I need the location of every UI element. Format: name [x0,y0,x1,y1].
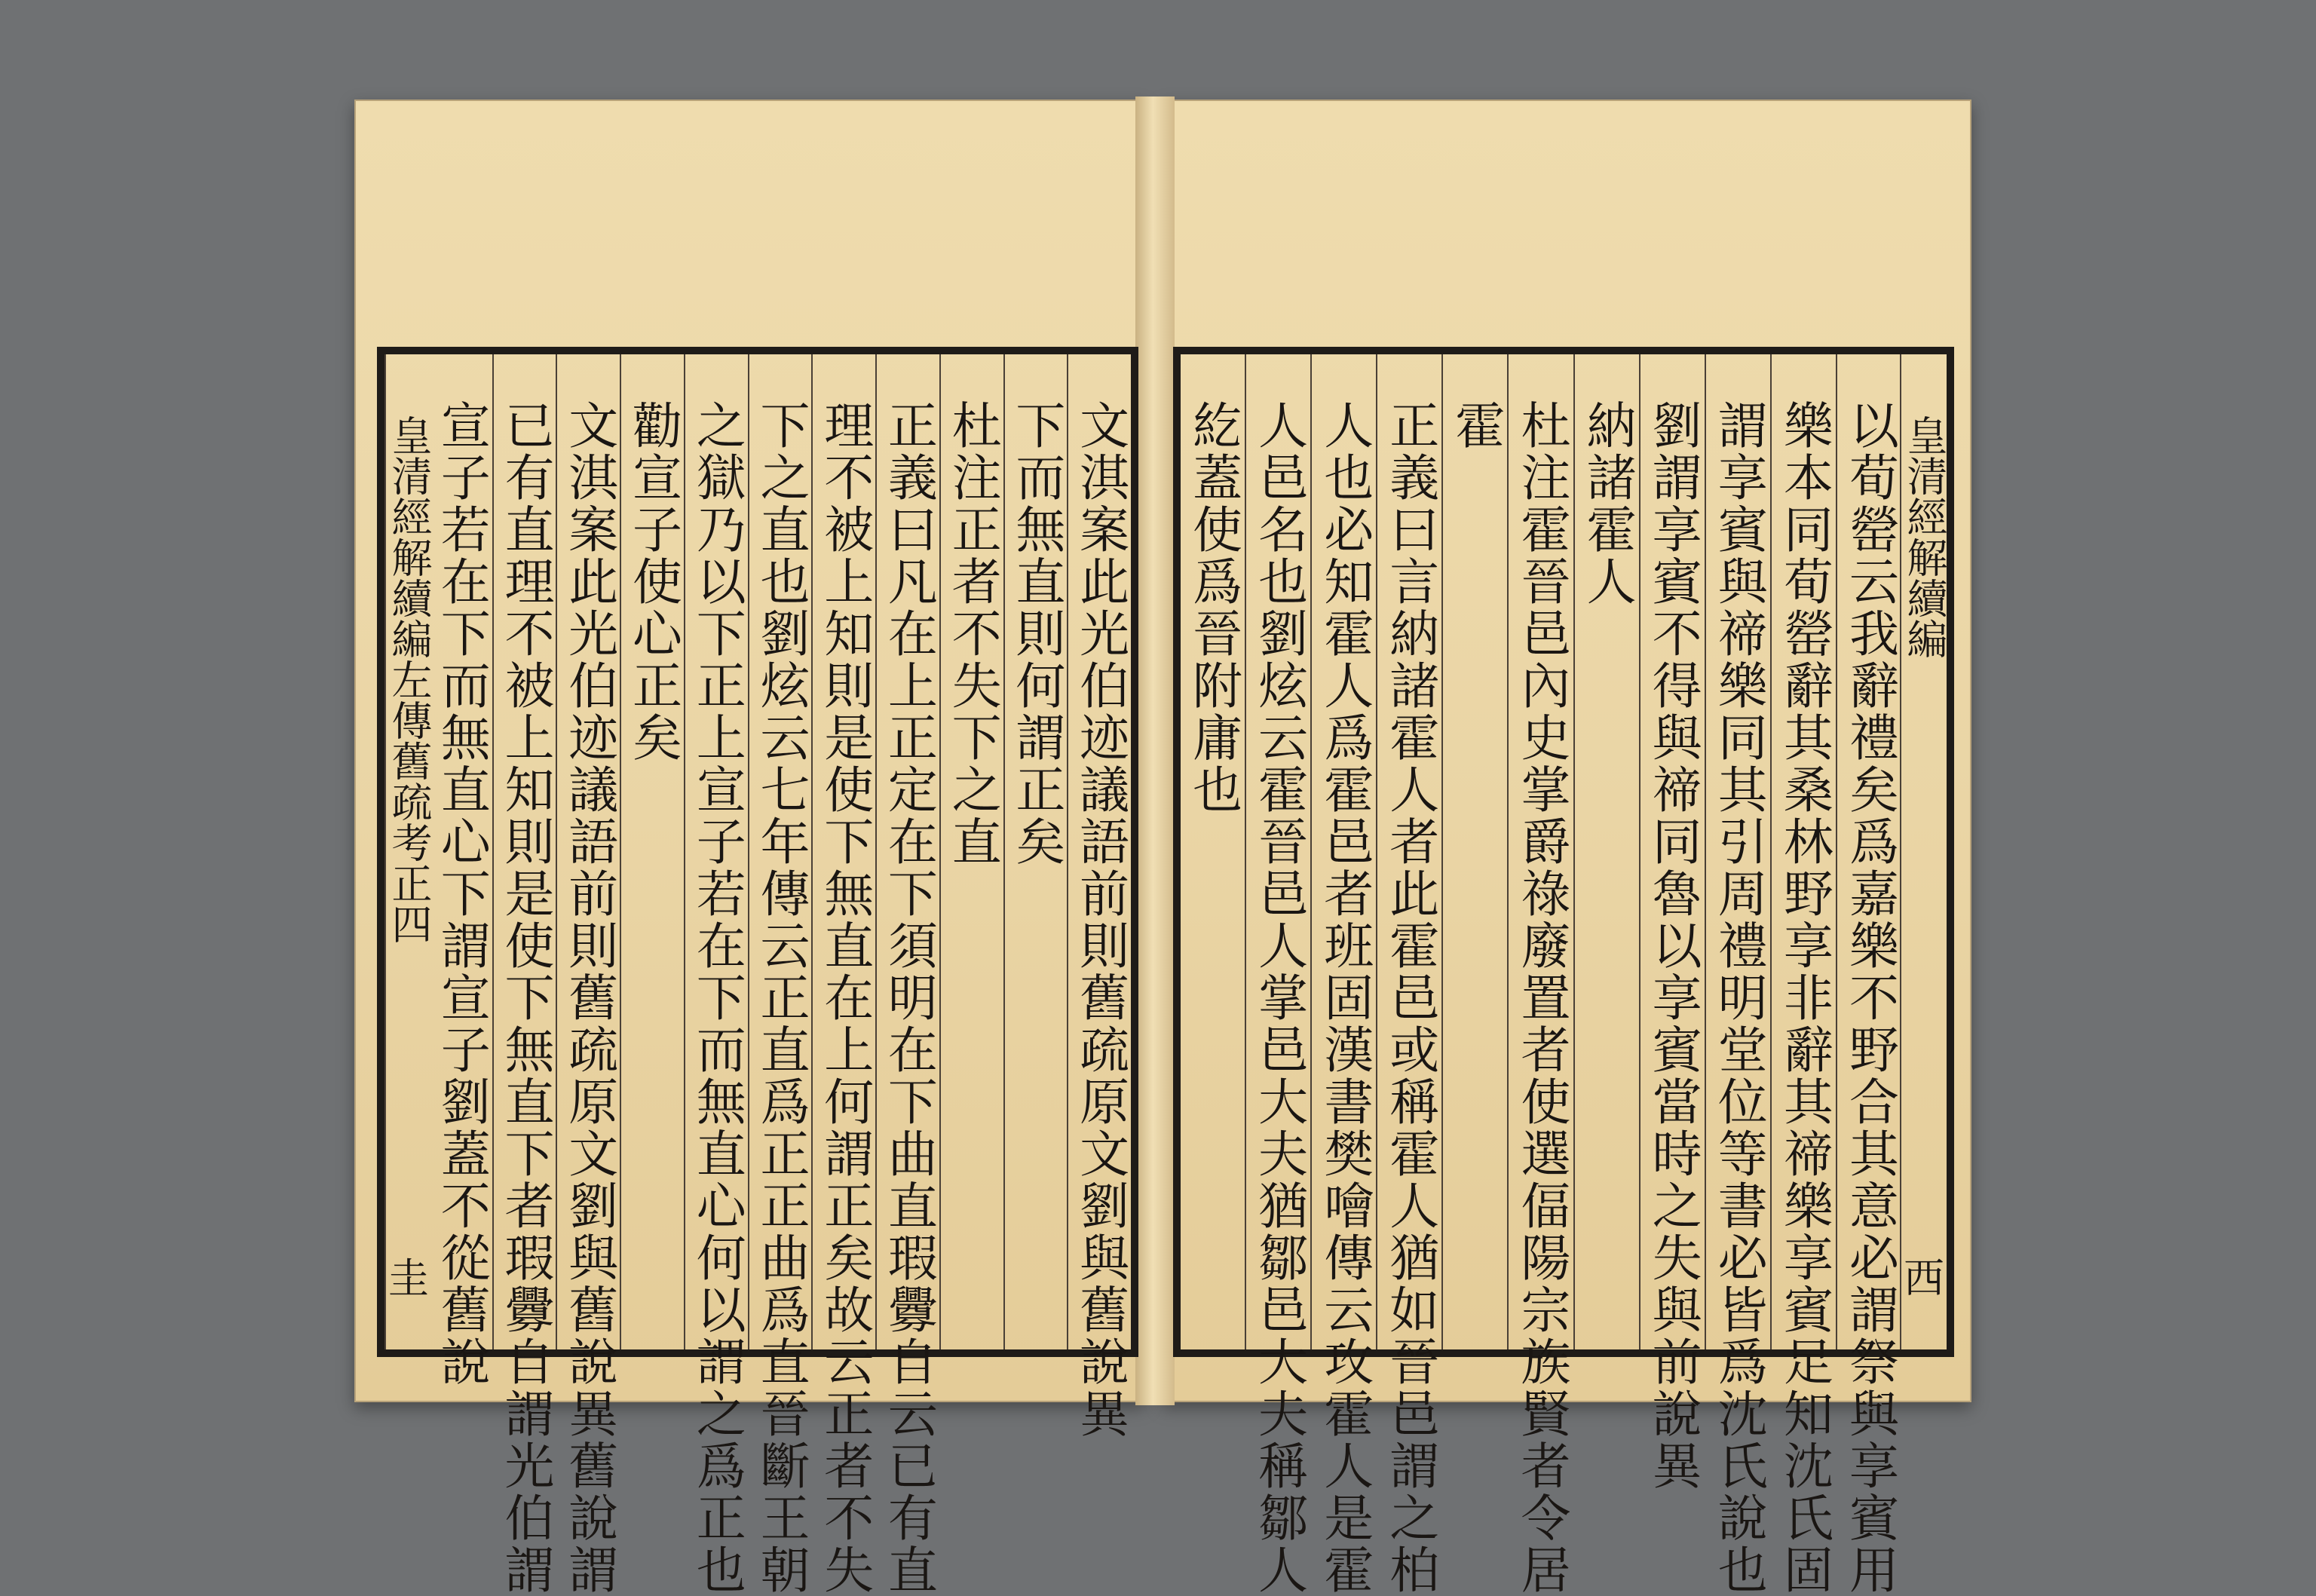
column-text: 人也必知霍人爲霍邑者班固漢書樊噲傳云攻霍人是霍 [1315,400,1374,1596]
column-text: 文淇案此光伯迹議語前則舊疏原文劉與舊說異舊說謂 [559,400,618,1596]
column-text: 正義曰言納諸霍人者此霍邑或稱霍人猶如晉邑謂之柏 [1380,400,1439,1596]
column-text: 正義曰凡在上正定在下須明在下曲直瑕釁自云已有直 [879,400,938,1596]
column-text: 理不被上知則是使下無直在上何謂正矣故云正者不失 [815,400,874,1596]
text-column [1705,354,1770,1596]
text-column [1441,354,1507,1349]
text-column [620,354,684,1349]
fold-number: 西 [1904,1254,1944,1302]
book-spine [1135,96,1175,1405]
text-column [1181,354,1245,1349]
column-text: 已有直理不被上知則是使下無直下者瑕釁自謂光伯謂 [496,400,555,1596]
text-column [811,354,875,1596]
margin-title: 皇清經解續編 [1901,415,1948,659]
text-column [556,354,620,1596]
column-text: 勸宣子使心正矣 [623,400,682,764]
text-column [1245,354,1310,1596]
fold-number: 圭 [388,1254,429,1302]
text-column [748,354,812,1596]
text-column [1067,354,1131,1440]
text-column [1836,354,1901,1596]
right-fold-margin [1900,354,1947,1349]
right-text-block [1173,347,1954,1596]
text-column [939,354,1003,1349]
column-text: 之獄乃以下正上宣子若在下而無直心何以謂之爲正也 [688,400,746,1596]
text-column [1507,354,1573,1596]
text-column [1770,354,1836,1596]
text-column [1310,354,1376,1596]
text-column [430,354,492,1388]
text-column [875,354,939,1596]
column-text: 下而無直則何謂正矣 [1006,400,1065,868]
left-text-block [377,347,1138,1596]
text-column [492,354,556,1596]
column-text: 下之直也劉炫云七年傳云正直爲正正曲爲直晉斷王朝 [751,400,810,1596]
left-fold-margin [384,354,431,1349]
text-column [1003,354,1068,1349]
column-text: 納諸霍人 [1578,400,1637,608]
column-text: 謂享賓與禘樂同其引周禮明堂位等書必皆爲沈氏說也 [1709,400,1768,1596]
column-text: 杜注正者不失下之直 [943,400,1002,868]
text-column [1376,354,1441,1596]
column-text: 人邑名也劉炫云霍晉邑人掌邑大夫猶鄒邑大夫稱鄒人 [1249,400,1308,1596]
text-column [1573,354,1639,1349]
column-text: 宣子若在下而無直心下謂宣子劉蓋不從舊說 [432,400,491,1388]
text-column [1639,354,1705,1492]
column-text: 樂本同荀罃辭其桑林野享非辭其禘樂享賓足知沈氏固 [1775,400,1834,1596]
column-text: 文淇案此光伯迹議語前則舊疏原文劉與舊說異 [1071,400,1129,1440]
column-text: 杜注霍晉邑內史掌爵祿廢置者使選偪陽宗族賢者令居 [1512,400,1570,1596]
column-text: 霍 [1446,400,1505,452]
text-column [684,354,748,1596]
margin-title: 皇清經解續編左傳舊疏考正四 [385,415,433,944]
column-text: 以荀罃云我辭禮矣爲嘉樂不野合其意必謂祭與享賓用 [1840,400,1899,1596]
column-text: 紇蓋使爲晉附庸也 [1184,400,1242,816]
column-text: 劉謂享賓不得與禘同魯以享賓當時之失與前說異 [1644,400,1702,1492]
